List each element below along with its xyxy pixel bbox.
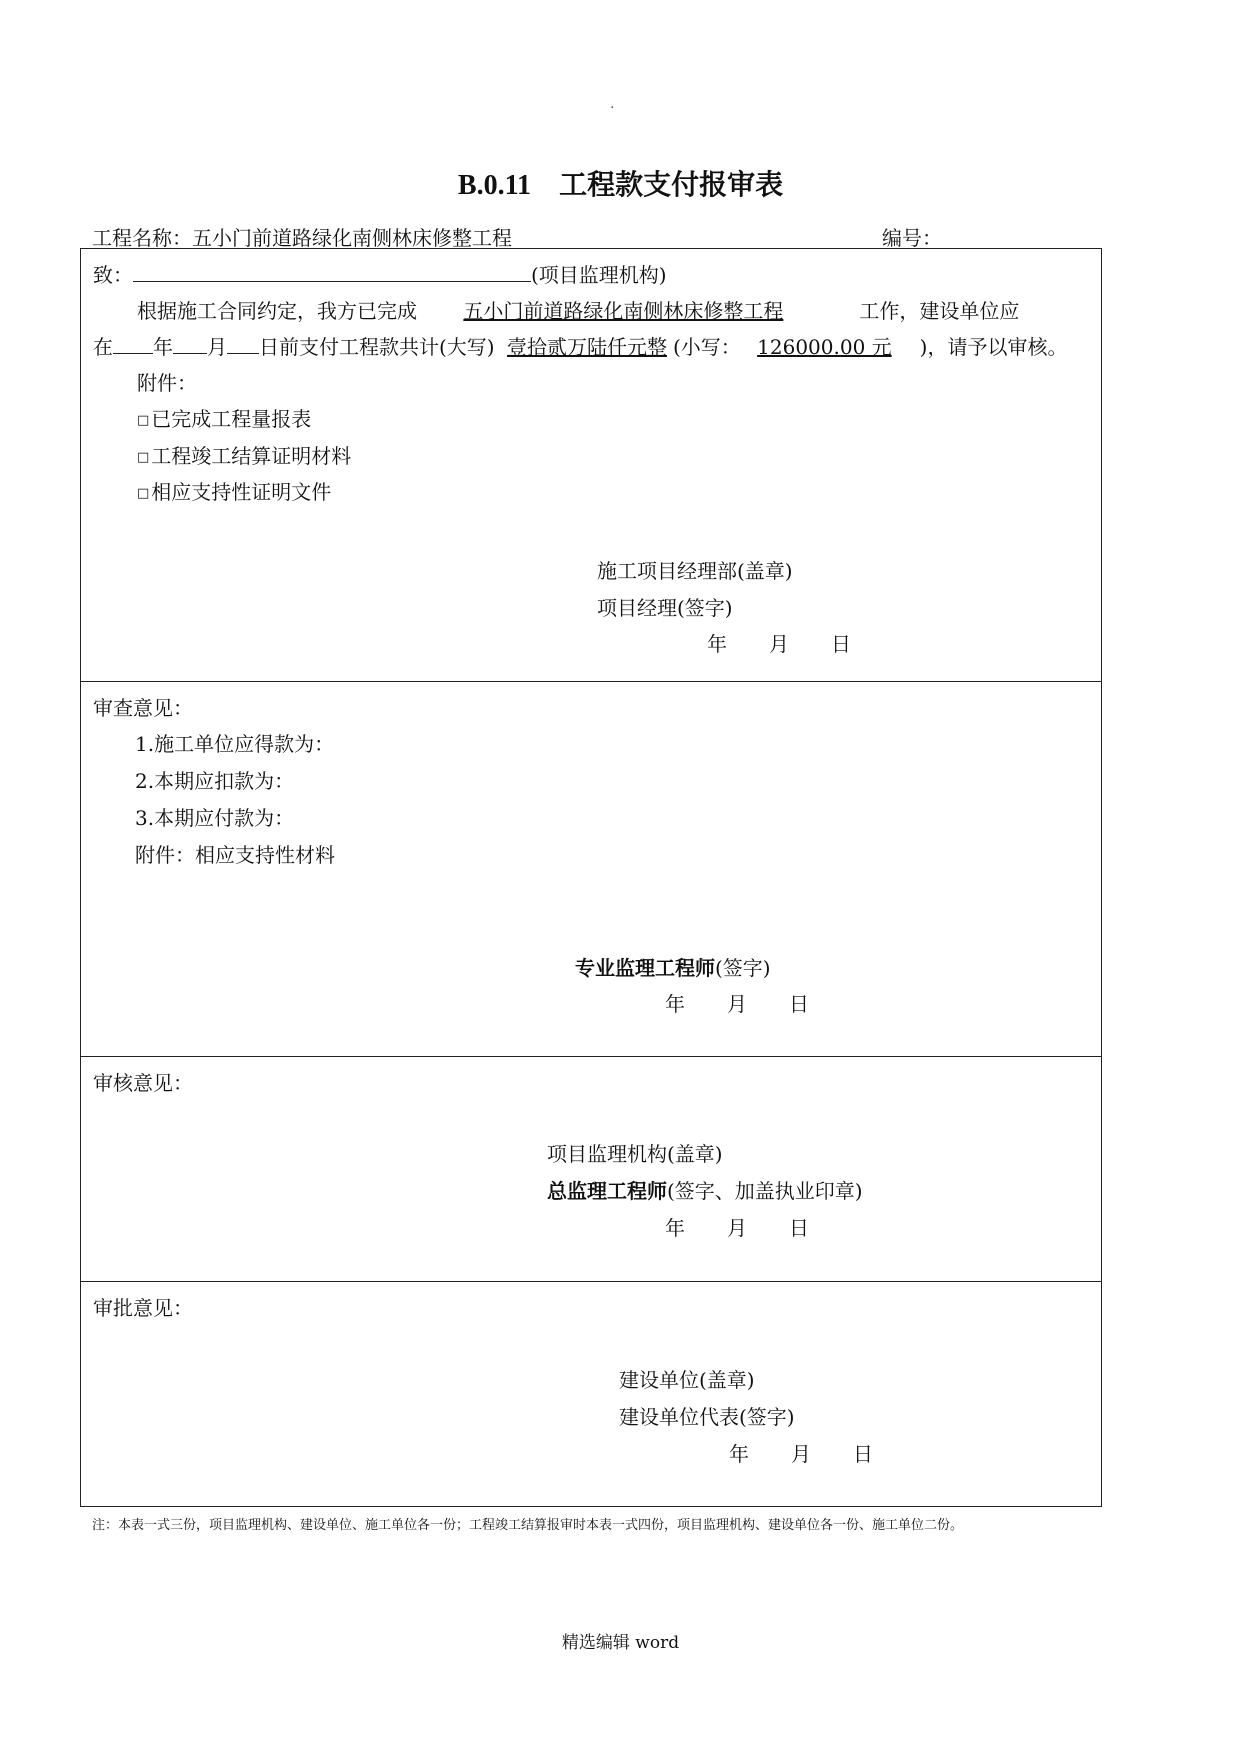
- month-label: 月: [207, 335, 227, 359]
- checkbox-icon[interactable]: □: [137, 486, 150, 501]
- chief-engineer-title: 总监理工程师: [547, 1179, 667, 1203]
- body-suffix: 工作，建设单位应: [859, 299, 1020, 323]
- date-day: 日: [789, 992, 809, 1016]
- sign-date: [707, 628, 851, 657]
- body-tail: )，请予以审核。: [919, 335, 1068, 359]
- form-name: 工程款支付报审表: [559, 168, 784, 201]
- payment-form-table: [80, 248, 1102, 1507]
- page-mark: .: [610, 96, 615, 112]
- attachment-item: [137, 403, 311, 432]
- attachments-label: 附件：: [137, 371, 197, 395]
- date-day: 日: [853, 1442, 873, 1466]
- date-year: 年: [665, 1216, 685, 1240]
- attachment-label: 相应支持性证明文件: [151, 480, 332, 504]
- application-section: [81, 249, 1102, 682]
- owner-rep-signature: 建设单位代表(签字): [619, 1405, 795, 1429]
- date-month: 月: [769, 632, 789, 656]
- supervisor-seal: 项目监理机构(盖章): [547, 1142, 723, 1166]
- chief-engineer-signature: [547, 1175, 863, 1204]
- form-code: B.0.11: [457, 170, 532, 201]
- completed-project: 五小门前道路绿化南侧林床修整工程: [463, 299, 784, 323]
- body-line-2: [93, 331, 1067, 360]
- review-section: [81, 682, 1102, 1057]
- contractor-seal: 施工项目经理部(盖章): [597, 559, 793, 583]
- audit-section: [81, 1057, 1102, 1282]
- date-month: 月: [727, 992, 747, 1016]
- date-year: 年: [729, 1442, 749, 1466]
- sign-date: [665, 988, 809, 1017]
- to-label: 致：: [93, 263, 133, 287]
- approval-section: [81, 1282, 1102, 1507]
- day-text: 日前支付工程款共计(大写): [259, 335, 495, 359]
- audit-label: 审核意见：: [93, 1071, 193, 1095]
- page-title: [0, 163, 1241, 203]
- date-month: 月: [727, 1216, 747, 1240]
- day-field[interactable]: [227, 335, 259, 354]
- review-item: 3.本期应付款为：: [135, 806, 295, 830]
- approval-label: 审批意见：: [93, 1296, 193, 1320]
- date-year: 年: [665, 992, 685, 1016]
- body-prefix: 根据施工合同约定，我方已完成: [137, 299, 417, 323]
- engineer-signature: [575, 952, 771, 981]
- project-label: 工程名称：: [92, 226, 192, 250]
- form-note: 注：本表一式三份，项目监理机构、建设单位、施工单位各一份；工程竣工结算报审时本表一式四份，项目监理机构、建设单位各一份、施工单位二份。: [92, 1518, 964, 1533]
- number-label: 编号：: [882, 226, 942, 250]
- sign-date: [665, 1212, 809, 1241]
- lower-label: (小写：: [672, 335, 741, 359]
- review-attachment: 附件：相应支持性材料: [135, 843, 335, 867]
- amount-upper: 壹拾贰万陆仟元整: [506, 335, 667, 359]
- to-line: [93, 259, 667, 288]
- attachment-item: [137, 440, 351, 469]
- page-footer: 精选编辑 word: [561, 1633, 680, 1653]
- checkbox-icon[interactable]: □: [137, 413, 150, 428]
- owner-seal: 建设单位(盖章): [619, 1368, 755, 1392]
- year-field[interactable]: [113, 335, 153, 354]
- date-day: 日: [789, 1216, 809, 1240]
- sign-date: [729, 1438, 873, 1467]
- review-item: 1.施工单位应得款为：: [135, 732, 335, 756]
- attachment-item: [137, 476, 331, 505]
- project-name-row: [92, 222, 512, 251]
- review-item: 2.本期应扣款为：: [135, 769, 295, 793]
- zai-text: 在: [93, 335, 113, 359]
- engineer-sign-suffix: (签字): [715, 956, 771, 980]
- attachment-label: 工程竣工结算证明材料: [151, 444, 352, 468]
- amount-lower: 126000.00 元: [757, 335, 892, 359]
- date-month: 月: [791, 1442, 811, 1466]
- date-year: 年: [707, 632, 727, 656]
- review-label: 审查意见：: [93, 696, 193, 720]
- date-day: 日: [831, 632, 851, 656]
- project-manager-signature: 项目经理(签字): [597, 596, 733, 620]
- project-name: 五小门前道路绿化南侧林床修整工程: [192, 226, 512, 250]
- engineer-title: 专业监理工程师: [575, 956, 715, 980]
- to-suffix: (项目监理机构): [531, 263, 667, 287]
- checkbox-icon[interactable]: □: [137, 450, 150, 465]
- chief-sign-suffix: (签字、加盖执业印章): [667, 1179, 863, 1203]
- year-label: 年: [153, 335, 173, 359]
- attachment-label: 已完成工程量报表: [151, 407, 312, 431]
- supervisor-org-field[interactable]: [133, 263, 531, 282]
- month-field[interactable]: [173, 335, 207, 354]
- body-line-1: [137, 295, 1019, 324]
